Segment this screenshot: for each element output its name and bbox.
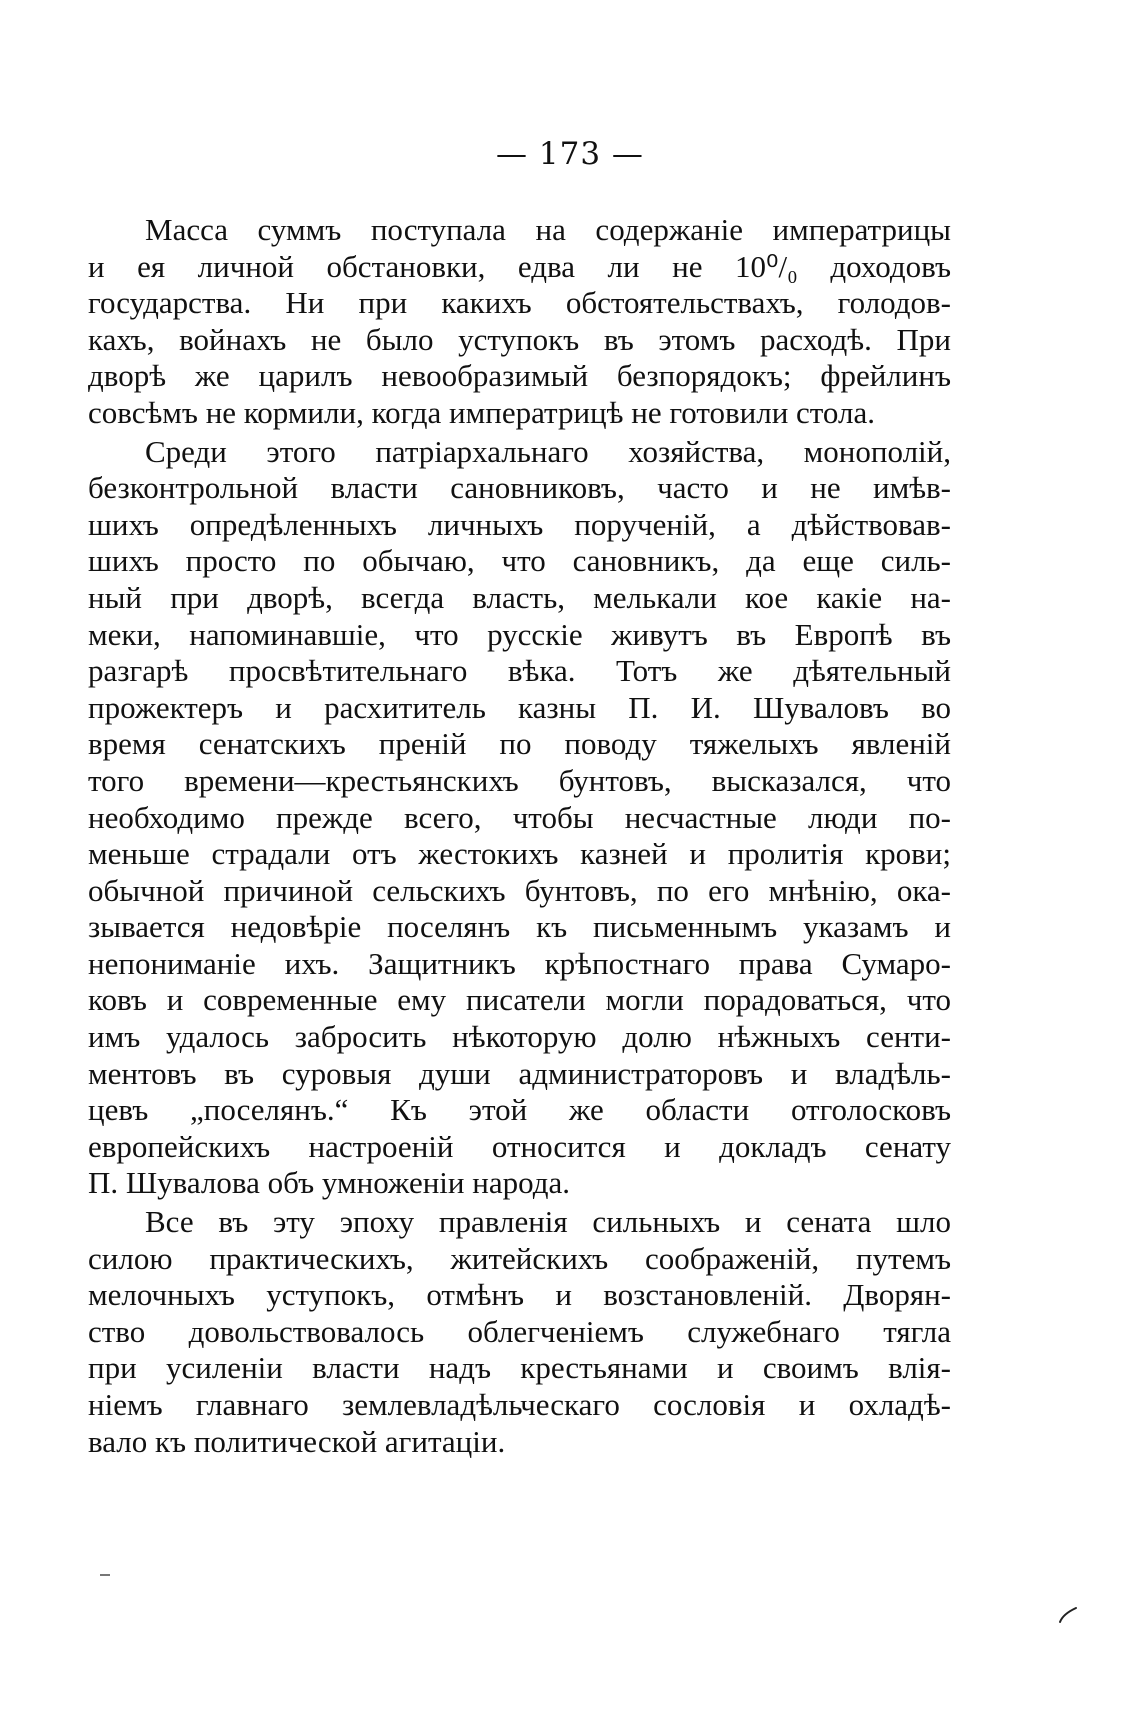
text-line: вало къ политической агитаціи. xyxy=(88,1423,506,1459)
text-line: непониманіе ихъ. Защитникъ крѣпостнаго права Сумаро- xyxy=(88,945,951,981)
page-number: — 173 — xyxy=(496,136,644,172)
text-line: кахъ, войнахъ не было уступокъ въ этомъ расходѣ. При xyxy=(88,321,951,357)
text-line: Все въ эту эпоху правленія сильныхъ и сената шло xyxy=(145,1204,951,1240)
paragraph-1 xyxy=(88,212,951,432)
text-line: разгарѣ просвѣтительнаго вѣка. Тотъ же дѣятельный xyxy=(88,653,951,689)
text-line: меки, напоминавшіе, что русскіе живутъ въ Европѣ въ xyxy=(88,616,951,652)
text-line: безконтрольной власти сановниковъ, часто и не имѣв- xyxy=(88,470,951,506)
text-line: шихъ просто по обычаю, что сановникъ, да еще силь- xyxy=(88,543,951,579)
text-line: государства. Ни при какихъ обстоятельствахъ, голодов- xyxy=(88,285,951,321)
text-line: шихъ опредѣленныхъ личныхъ порученій, а дѣйствовав- xyxy=(88,506,951,542)
text-line: Масса суммъ поступала на содержаніе императрицы xyxy=(145,212,951,247)
text-line: время сенатскихъ преній по поводу тяжелыхъ явленій xyxy=(88,726,951,762)
text-line: ментовъ въ суровыя души администраторовъ и владѣль- xyxy=(88,1055,951,1091)
text-line: силою практическихъ, житейскихъ соображеній, путемъ xyxy=(88,1240,951,1276)
text-line: имъ удалось забросить нѣкоторую долю нѣжныхъ сенти- xyxy=(88,1019,951,1055)
text-line: мелочныхъ уступокъ, отмѣнъ и возстановленій. Дворян- xyxy=(88,1277,951,1313)
text-line: необходимо прежде всего, чтобы несчастные люди по- xyxy=(88,799,951,835)
text-line: ніемъ главнаго землевладѣльческаго сословія и охладѣ- xyxy=(88,1387,951,1422)
text-line: того времени—крестьянскихъ бунтовъ, высказался, что xyxy=(88,762,951,798)
text-line: обычной причиной сельскихъ бунтовъ, по его мнѣнію, ока- xyxy=(88,872,951,908)
text-line: ство довольствовалось облегченіемъ служебнаго тягла xyxy=(88,1313,951,1349)
stray-dash-mark xyxy=(100,1574,110,1576)
text-line: ный при дворѣ, всегда власть, мелькали кое какіе на- xyxy=(88,579,951,615)
text-line: цевъ „поселянъ.“ Къ этой же области отголосковъ xyxy=(88,1092,951,1128)
text-line: европейскихъ настроеній относится и докладъ сенату xyxy=(88,1128,951,1164)
text-line: при усиленіи власти надъ крестьянами и своимъ влія- xyxy=(88,1350,951,1386)
paragraph-2 xyxy=(88,434,951,1202)
text-line: Среди этого патріархальнаго хозяйства, монополій, xyxy=(145,433,951,469)
text-line: дворѣ же царилъ невообразимый безпорядокъ; фрейлинъ xyxy=(88,358,951,394)
text-line: ковъ и современные ему писатели могли порадоваться, что xyxy=(88,982,951,1018)
text-line: П. Шувалова объ умноженіи народа. xyxy=(88,1165,570,1201)
text-line: и ея личной обстановки, едва ли не 10⁰/₀ доходовъ xyxy=(88,248,951,284)
text-line: зывается недовѣріе поселянъ къ письменнымъ указамъ и xyxy=(88,909,951,945)
text-line: меньше страдали отъ жестокихъ казней и пролитія крови; xyxy=(88,836,951,872)
text-line: совсѣмъ не кормили, когда императрицѣ не готовили стола. xyxy=(88,394,876,430)
pencil-tick-mark xyxy=(1058,1606,1078,1624)
body-text xyxy=(88,212,951,1460)
paragraph-3 xyxy=(88,1204,951,1460)
text-line: прожектеръ и расхититель казны П. И. Шуваловъ во xyxy=(88,689,951,725)
